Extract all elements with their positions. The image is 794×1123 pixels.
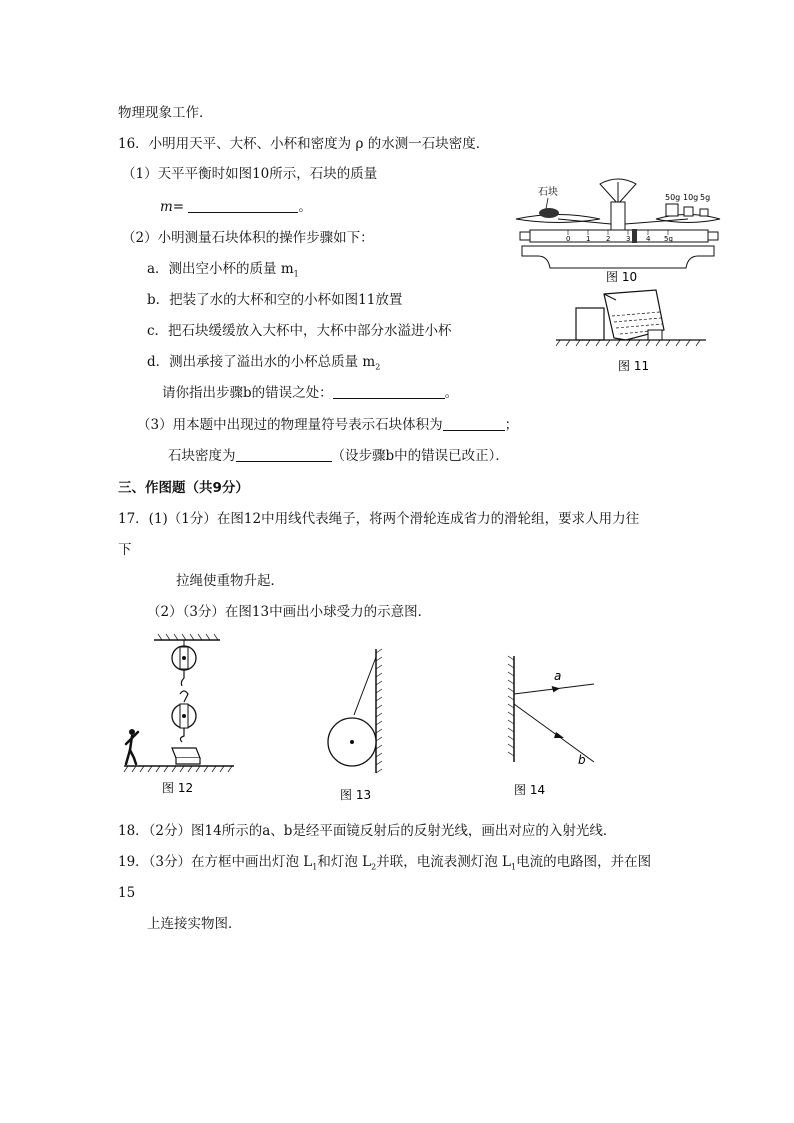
figure-10-balance [508,172,733,287]
section-3-heading: 三、作图题（共9分） [118,480,249,496]
figure-14-caption: 图 14 [514,783,546,797]
question-16-part1-answer: m= 。 [160,199,312,215]
step-a: a．测出空小杯的质量 $m_1$ [147,261,299,279]
beam-scale [530,230,708,242]
step-c: c．把石块缓缓放入大杯中，大杯中部分水溢进小杯 [147,323,452,339]
question-17-wrap: 下 [118,542,132,558]
weight-50g [666,204,678,216]
answer-blank-density[interactable] [236,447,332,462]
question-16: 16．小明用天平、大杯、小杯和密度为 ρ 的水测一石块密度． [118,136,490,152]
figure-14-mirror-rays [498,652,608,800]
figure-11-overflow-cups [556,286,706,376]
question-19: 19．（3分）在方框中画出灯泡 $L_1$和灯泡 $L_2$并联，电流表测灯泡 $L_1$电流的电路图，并在图 [118,854,652,872]
text-line: 物理现象工作． [118,105,213,121]
figure-13-hanging-ball [320,645,430,805]
question-17: 17．(1)（1分）在图12中用线代表绳子，将两个滑轮连成省力的滑轮组，要求人用力往 [118,511,640,527]
question-16-part3: （3）用本题中出现过的物理量符号表示石块体积为 ； [137,417,519,433]
weight-10g [684,207,693,216]
svg-text:3: 3 [626,235,631,243]
question-16-part1: （1）天平平衡时如图10所示，石块的质量 [122,166,378,182]
stone-label: 石块 [538,187,558,198]
question-17-part2: （2）（3分）在图13中画出小球受力的示意图． [147,604,432,620]
step-d: d．测出承接了溢出水的小杯总质量 $m_2$ [147,354,381,372]
step-b: b．把装了水的大杯和空的小杯如图11放置 [147,292,403,308]
svg-text:2: 2 [606,235,611,243]
weight-5g [700,209,708,216]
question-16-part2: （2）小明测量石块体积的操作步骤如下： [122,230,374,246]
answer-blank-volume[interactable] [443,416,505,431]
figure-13-caption: 图 13 [340,788,372,802]
stone-shape [539,208,559,218]
figure-11-caption: 图 11 [618,359,650,373]
svg-text:1: 1 [586,235,591,243]
question-17-cont: 拉绳使重物升起． [176,573,284,589]
svg-text:5g: 5g [664,235,673,243]
question-18: 18．（2分）图14所示的a、b是经平面镜反射后的反射光线，画出对应的入射光线． [118,823,617,839]
small-cup [576,308,604,340]
svg-text:0: 0 [566,235,571,243]
ray-a-label: a [554,669,562,683]
ray-b-label: b [578,753,586,767]
figure-10-caption: 图 10 [606,270,638,284]
question-16-part3-density: 石块密度为 （设步骤b中的错误已改正）． [168,448,509,464]
question-19-wrap: 15 [118,885,136,901]
svg-text:4: 4 [646,235,651,243]
question-16-step-b-error: 请你指出步骤b的错误之处： 。 [162,385,459,401]
svg-text:50g: 50g [665,193,681,202]
person-icon [126,729,138,764]
string [354,657,376,715]
svg-text:10g: 10g [683,193,699,202]
question-19-cont: 上连接实物图． [147,916,242,932]
rider [632,229,637,243]
weight-block [172,748,200,758]
figure-12-caption: 图 12 [162,781,194,795]
figure-12-pulleys [118,632,248,802]
answer-blank-mass[interactable] [188,198,298,213]
answer-blank-step-b-error[interactable] [333,384,445,399]
svg-text:5g: 5g [700,193,711,202]
